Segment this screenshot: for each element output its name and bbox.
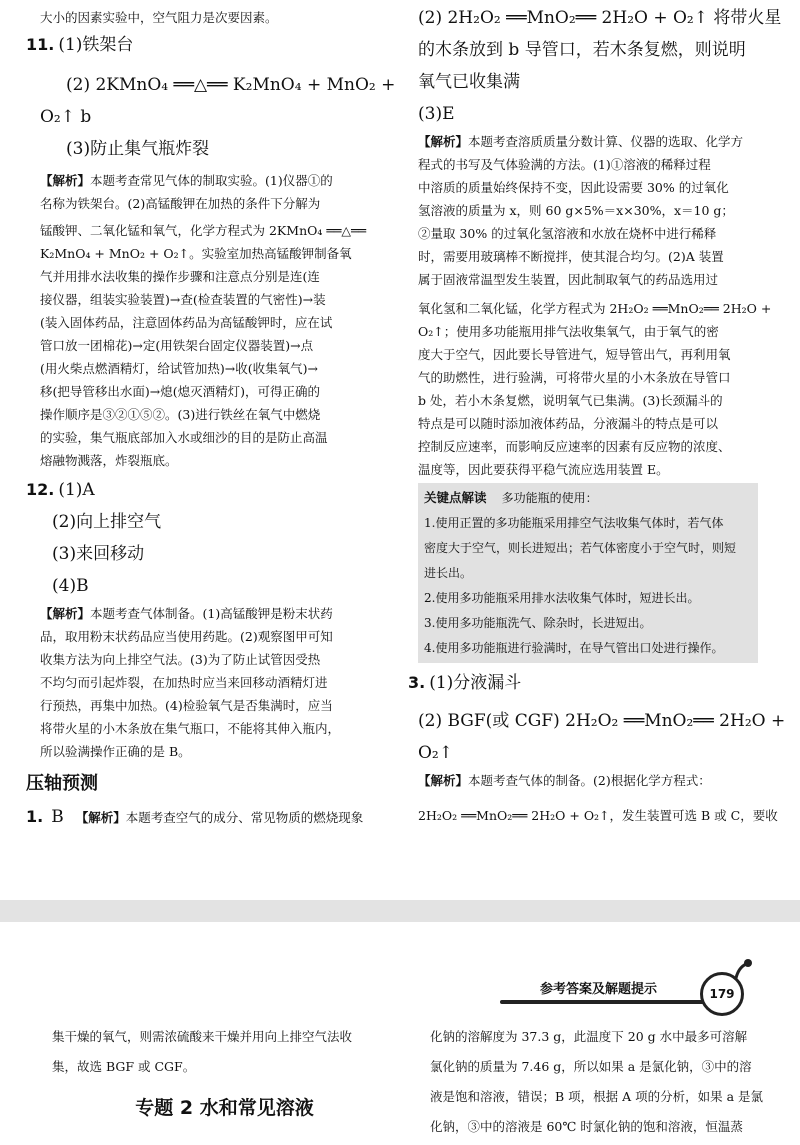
q11-analysis-line-3: K₂MnO₄ + MnO₂ + O₂↑。实验室加热高锰酸钾制备氧 <box>40 246 352 261</box>
lower-right-line-3: 液是饱和溶液，错误；B 项，根据 A 项的分析，如果 a 是氯 <box>430 1089 764 1104</box>
q11-number: 11. <box>26 35 55 54</box>
key-point-line-5: 4.使用多功能瓶进行验满时，在导气管出口处进行操作。 <box>424 641 724 655</box>
q11-analysis-line-4: 气并用排水法收集的操作步骤和注意点分别是连(连 <box>40 269 320 284</box>
q11-analysis-line-7: 管口放一团棉花)→定(用铁架台固定仪器装置)→点 <box>40 338 314 353</box>
lower-right-line-2: 氯化钠的质量为 7.46 g，所以如果 a 是氯化钠，③中的溶 <box>430 1059 752 1074</box>
q11-analysis-line-0 <box>40 169 385 192</box>
q11-analysis <box>40 169 385 472</box>
q11-analysis-line-8: (用火柴点燃酒精灯，给试管加热)→收(收集氧气)→ <box>40 361 318 376</box>
q12-analysis-line-0 <box>40 602 385 625</box>
q11-analysis-tag: 【解析】 <box>40 173 91 188</box>
r-analysis-line-1: 程式的书写及气体验满的方法。(1)①溶液的稀释过程 <box>418 157 711 172</box>
key-point-subtitle: 多功能瓶的使用： <box>501 491 598 505</box>
snail-antenna-icon <box>732 958 754 980</box>
q12-answer-1 <box>26 474 385 506</box>
r-analysis-line-10: 气的助燃性，进行验满，可将带火星的小木条放在导管口 <box>418 370 731 385</box>
r-analysis-line-13: 控制反应速率，而影响反应速率的因素有反应物的浓度、 <box>418 439 731 454</box>
key-point-box <box>418 483 758 663</box>
page-header <box>470 960 790 1010</box>
q12-a1-text: (1)A <box>58 480 95 500</box>
lower-page <box>0 922 800 1145</box>
q12-analysis-line-6: 所以验满操作正确的是 B。 <box>40 744 191 759</box>
r-analysis-text-0: 本题考查溶质质量分数计算、仪器的选取、化学方 <box>468 134 744 149</box>
q11-a1-text: (1)铁架台 <box>58 35 134 55</box>
q11-analysis-line-2: 锰酸钾、二氧化锰和氧气，化学方程式为 2KMnO₄ ══△══ <box>40 223 367 238</box>
p1-analysis-text: 本题考查空气的成分、常见物质的燃烧现象 <box>125 810 364 825</box>
r-analysis-line-14: 温度等，因此要获得平稳气流应选用装置 E。 <box>418 462 669 477</box>
q12-answer-2: (2)向上排空气 <box>52 512 162 532</box>
lower-right-column <box>430 1022 775 1142</box>
q11-analysis-line-9: 移(把导管移出水面)→熄(熄灭酒精灯)，可得正确的 <box>40 384 320 399</box>
q3-number: 3. <box>408 673 426 692</box>
q12-answer-4: (4)B <box>52 576 89 596</box>
r-answer-2b: 的木条放到 b 导管口，若木条复燃，则说明 <box>418 40 746 60</box>
lower-left-line-2: 集，故选 BGF 或 CGF。 <box>52 1059 196 1074</box>
q12-analysis-line-3: 不均匀而引起炸裂，在加热时应当来回移动酒精灯进 <box>40 675 328 690</box>
key-point-line-4: 3.使用多功能瓶洗气、除杂时，长进短出。 <box>424 616 652 630</box>
r-analysis-line-8: O₂↑；使用多功能瓶用排气法收集氧气，由于氧气的密 <box>418 324 719 339</box>
chapter-title: 专题 2 水和常见溶液 <box>135 1097 314 1119</box>
q3-analysis-tag: 【解析】 <box>418 773 469 788</box>
q3-answer-1 <box>408 667 758 699</box>
key-point-line-0: 1.使用正置的多功能瓶采用排空气法收集气体时，若气体 <box>424 516 724 530</box>
q3-analysis-line-1: 2H₂O₂ ══MnO₂══ 2H₂O + O₂↑，发生装置可选 B 或 C，要收 <box>418 808 778 823</box>
q3-analysis-text: 本题考查气体的制备。(2)根据化学方程式： <box>468 773 711 788</box>
q11-analysis-line-10: 操作顺序是③②①⑤②。(3)进行铁丝在氧气中燃烧 <box>40 407 321 422</box>
lower-right-line-1: 化钠的溶解度为 37.3 g，此温度下 20 g 水中最多可溶解 <box>430 1029 748 1044</box>
r-analysis-line-5: 时，需要用玻璃棒不断搅拌，使其混合均匀。(2)A 装置 <box>418 249 724 264</box>
running-title: 参考答案及解题提示 <box>540 982 658 997</box>
q11-analysis-line-11: 的实验，集气瓶底部加入水或细沙的目的是防止高温 <box>40 430 328 445</box>
q12-answer-3: (3)来回移动 <box>52 544 145 564</box>
p1-answer: B <box>51 807 64 827</box>
r-answer-2: (2) 2H₂O₂ ══MnO₂══ 2H₂O + O₂↑ 将带火星 <box>418 8 782 28</box>
section-heading-prediction: 压轴预测 <box>26 773 98 794</box>
q12-analysis-line-5: 将带火星的小木条放在集气瓶口，不能将其伸入瓶内， <box>40 721 341 736</box>
q11-analysis-text-0: 本题考查常见气体的制取实验。(1)仪器①的 <box>90 173 333 188</box>
r-analysis-line-3: 氢溶液的质量为 x，则 60 g×5%＝x×30%，x＝10 g； <box>418 203 734 218</box>
left-intro-line: 大小的因素实验中，空气阻力是次要因素。 <box>40 10 278 25</box>
r-answer-2c: 氧气已收集满 <box>418 72 520 92</box>
q11-analysis-line-1: 名称为铁架台。(2)高锰酸钾在加热的条件下分解为 <box>40 196 321 211</box>
q3-answer-2b: O₂↑ <box>418 743 453 763</box>
q12-analysis-line-2: 收集方法为向上排空气法。(3)为了防止试管因受热 <box>40 652 321 667</box>
q11-answer-1 <box>26 29 385 61</box>
p1-analysis-tag: 【解析】 <box>75 810 126 825</box>
r-analysis-line-9: 度大于空气，因此要长导管进气，短导管出气，再利用氧 <box>418 347 731 362</box>
q3-a1-text: (1)分液漏斗 <box>429 673 522 693</box>
q12-analysis-line-1: 品，取用粉末状药品应当使用药匙。(2)观察图甲可知 <box>40 629 333 644</box>
r-analysis-line-0 <box>418 130 758 153</box>
page-number: 179 <box>709 987 735 1001</box>
q12-analysis-line-4: 行预热，再集中加热。(4)检验氧气是否集满时，应当 <box>40 698 333 713</box>
q11-analysis-line-6: (装入固体药品，注意固体药品为高锰酸钾时，应在试 <box>40 315 333 330</box>
q12-analysis-tag: 【解析】 <box>40 606 91 621</box>
r-analysis-line-11: b 处，若小木条复燃，说明氧气已集满。(3)长颈漏斗的 <box>418 393 723 408</box>
lower-right-line-4: 化钠，③中的溶液是 60℃ 时氯化钠的饱和溶液，恒温蒸 <box>430 1119 743 1134</box>
p1-number: 1. <box>26 807 44 826</box>
key-point-line-2: 进长出。 <box>424 566 473 580</box>
q12-analysis <box>40 602 385 763</box>
r-analysis-line-12: 特点是可以随时添加液体药品，分液漏斗的特点是可以 <box>418 416 719 431</box>
q12-number: 12. <box>26 480 55 499</box>
r-analysis-line-7: 氧化氢和二氧化锰，化学方程式为 2H₂O₂ ══MnO₂══ 2H₂O + <box>418 301 772 316</box>
key-point-title: 关键点解读 <box>424 490 487 505</box>
q3-analysis-line-0 <box>418 769 758 792</box>
right-column <box>408 2 786 827</box>
r-analysis-tag: 【解析】 <box>418 134 469 149</box>
r-analysis-line-6: 属于固液常温型发生装置，因此制取氧气的药品选用过 <box>418 272 719 287</box>
r-answer-3: (3)E <box>418 104 455 124</box>
r-analysis-line-2: 中溶质的质量始终保持不变，因此设需要 30% 的过氧化 <box>418 180 729 195</box>
key-point-line-1: 密度大于空气，则长进短出；若气体密度小于空气时，则短 <box>424 541 737 555</box>
p1-line <box>26 801 385 833</box>
q11-answer-3: (3)防止集气瓶炸裂 <box>66 139 210 159</box>
left-column <box>26 6 396 833</box>
q11-analysis-line-12: 熔融物溅落，炸裂瓶底。 <box>40 453 178 468</box>
q3-answer-2: (2) BGF(或 CGF) 2H₂O₂ ══MnO₂══ 2H₂O + <box>418 711 786 731</box>
q12-analysis-text-0: 本题考查气体制备。(1)高锰酸钾是粉末状药 <box>90 606 333 621</box>
q11-answer-2b: O₂↑ b <box>40 107 92 127</box>
page-gap <box>0 900 800 922</box>
r-analysis-line-4: ②量取 30% 的过氧化氢溶液和水放在烧杯中进行稀释 <box>418 226 717 241</box>
q11-analysis-line-5: 接仪器，组装实验装置)→查(检查装置的气密性)→装 <box>40 292 326 307</box>
q11-answer-2: (2) 2KMnO₄ ══△══ K₂MnO₄ + MnO₂ + <box>66 75 396 95</box>
r-analysis <box>418 130 772 481</box>
key-point-line-3: 2.使用多功能瓶采用排水法收集气体时，短进长出。 <box>424 591 700 605</box>
lower-left-line-1: 集干燥的氧气，则需浓硫酸来干燥并用向上排空气法收 <box>52 1029 353 1044</box>
lower-left-column <box>52 1022 397 1128</box>
key-point-header <box>424 485 752 511</box>
